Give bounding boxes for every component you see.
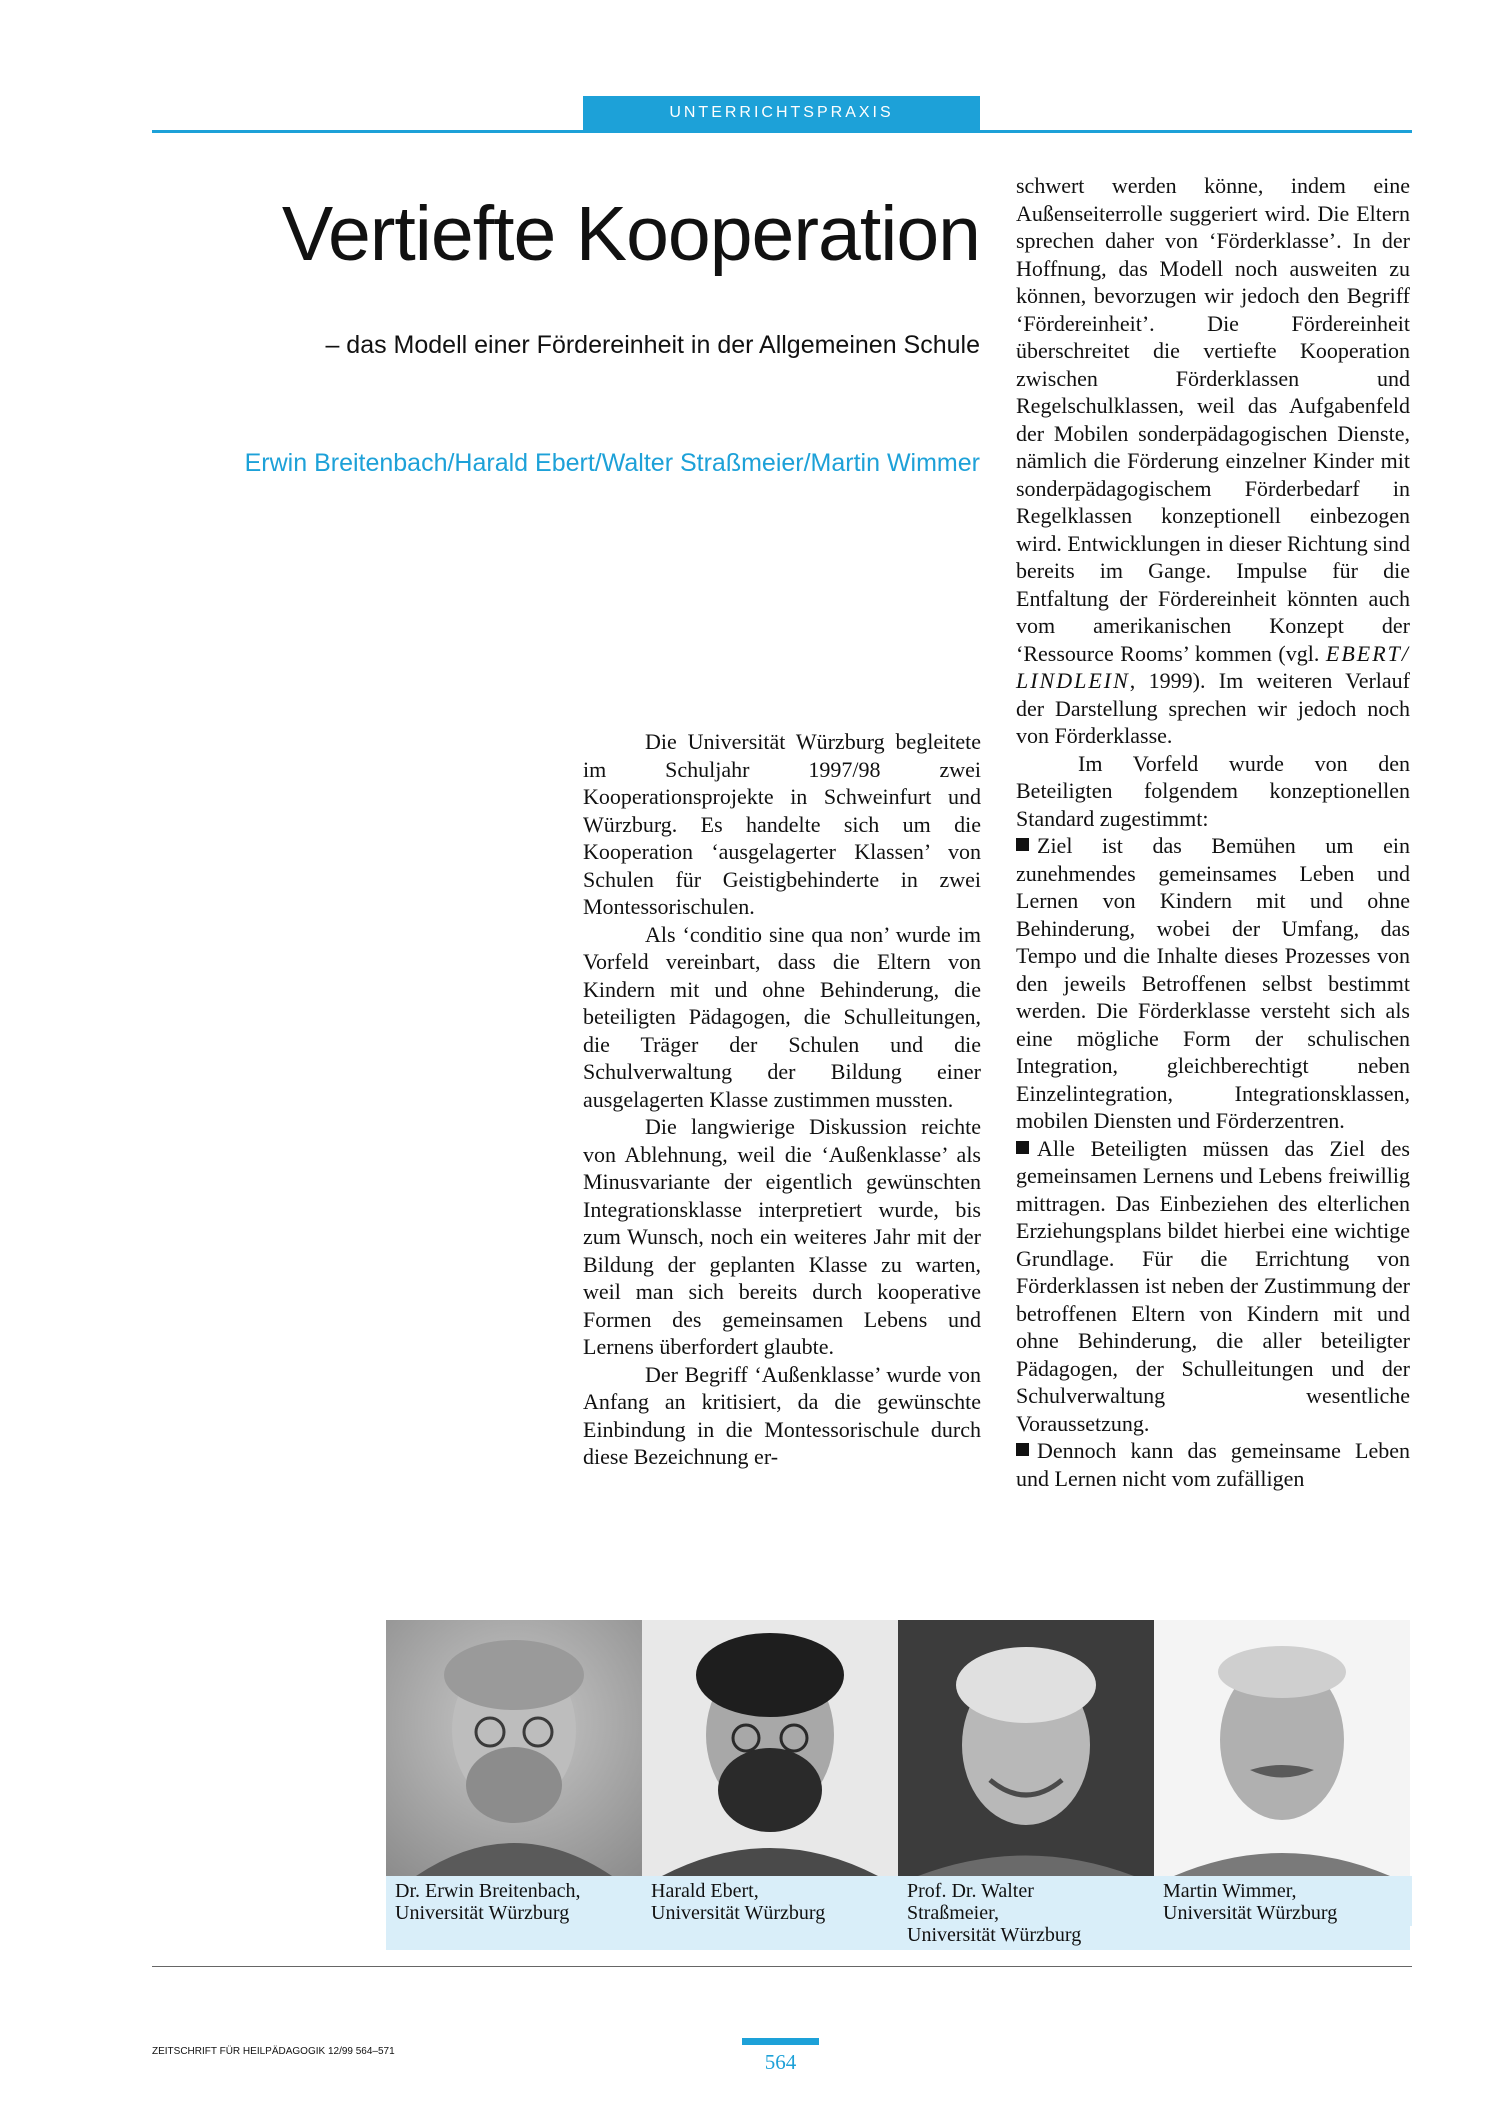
bullet-text: Dennoch kann das gemeinsame Leben und Lernen nicht vom zufälligen: [1016, 1438, 1410, 1491]
paragraph: Als ‘conditio sine qua non’ wurde im Vorfeld vereinbart, dass die Eltern von Kindern mit und ohne Behinderung, die beteiligten Pädagogen, die Schulleitungen, die Träger der Schulen und die Schulverwaltung der Bildung einer ausgelagerten Klasse zustimmen mussten.: [583, 921, 981, 1112]
header-rule: [152, 130, 1412, 133]
portrait-caption: [898, 1876, 1154, 1950]
portrait-photo-icon: [898, 1620, 1154, 1876]
caption-line: Dr. Erwin Breitenbach,: [395, 1880, 581, 1902]
body-column-1: [583, 728, 981, 1471]
paragraph: Die Universität Würzburg begleitete im Schuljahr 1997/98 zwei Kooperationsprojekte in Schweinfurt und Würzburg. Es handelte sich um die Kooperation ‘ausgelagerter Klassen’ von Schulen für Geistigbehinderte in zwei Montessorischulen.: [583, 729, 981, 919]
bullet-square-icon: [1016, 838, 1029, 851]
bullet-item: [1016, 1135, 1410, 1438]
portrait-photo-icon: [642, 1620, 898, 1876]
paragraph: Die langwierige Diskussion reichte von Ablehnung, weil die ‘Außenklasse’ als Minusvariante der eigentlich gewünschten Integrationsklasse interpretiert wurde, bis zum Wunsch, noch ein weiteres Jahr mit der Bildung der geplanten Klasse zu warten, weil man sich bereits durch kooperative Formen des gemeinsamen Lebens und Lernens überfordert glaubte.: [583, 1114, 981, 1359]
article-title: Vertiefte Kooperation: [281, 191, 980, 277]
reference-authors: EBERT/ LINDLEIN: [1016, 640, 1410, 693]
caption-line: Prof. Dr. Walter: [907, 1880, 1034, 1902]
paragraph: [1016, 172, 1410, 750]
bullet-square-icon: [1016, 1443, 1029, 1456]
bullet-item: [1016, 832, 1410, 1135]
caption-line: Straßmeier,: [907, 1902, 999, 1924]
bullet-square-icon: [1016, 1141, 1029, 1154]
portrait-caption: [1154, 1876, 1410, 1950]
paragraph-text: schwert werden könne, indem eine Außenseiterrolle suggeriert wird. Die Eltern sprechen daher von ‘Förderklasse’. In der Hoffnung, das Modell noch ausweiten zu können, bevorzugen wir jedoch den Begriff ‘Fördereinheit’. Die Fördereinheit überschreitet die vertiefte Kooperation zwischen Förderklassen und Regelschulklassen, weil das Aufgabenfeld der Mobilen sonderpädagogischen Dienste, nämlich die Förderung einzelner Kinder mit sonderpädagogischem Förderbedarf in Regelklassen konzeptionell einbezogen wird. Entwicklungen in dieser Richtung sind bereits im Gange. Impulse für die Entfaltung der Fördereinheit könnten auch vom amerikanischen Konzept der ‘Ressource Rooms’ kommen (vgl.: [1016, 173, 1410, 666]
caption-line: Martin Wimmer,: [1163, 1880, 1297, 1902]
article-subtitle: – das Modell einer Fördereinheit in der Allgemeinen Schule: [325, 331, 980, 359]
paragraph: Der Begriff ‘Außenklasse’ wurde von Anfang an kritisiert, da die gewünschte Einbindung in die Montessorischule durch diese Bezeichnung er-: [583, 1361, 981, 1469]
portrait-photo-strassmeier: [898, 1620, 1154, 1876]
page-number-tab: [742, 2038, 819, 2045]
page-number: 564: [764, 2050, 797, 2074]
portrait-photo-wimmer: [1154, 1620, 1410, 1876]
author-portraits: [386, 1620, 1412, 1876]
portrait-photo-icon: [386, 1620, 642, 1876]
bullet-text: Ziel ist das Bemühen um ein zunehmendes gemeinsames Leben und Lernen von Kindern mit und ohne Behinderung, wobei der Umfang, das Tempo und die Inhalte dieses Prozesses von den jeweils Betroffenen selbst bestimmt werden. Die Förderklasse versteht sich als eine mögliche Form der schulischen Integration, gleichberechtigt neben Einzelintegration, Integrationsklassen, mobilen Diensten und Förderzentren.: [1016, 833, 1410, 1133]
portrait-caption: [642, 1876, 898, 1950]
caption-line: Harald Ebert,: [651, 1880, 759, 1902]
footer-rule: [152, 1966, 1412, 1967]
portrait-photo-breitenbach: [386, 1620, 642, 1876]
paragraph-text: , 1999). Im weiteren Verlauf der Darstellung sprechen wir jedoch noch von Förderklasse.: [1016, 668, 1410, 748]
bullet-item: [1016, 1437, 1410, 1492]
journal-reference: ZEITSCHRIFT FÜR HEILPÄDAGOGIK 12/99 564–571: [152, 2046, 395, 2057]
article-authors: Erwin Breitenbach/Harald Ebert/Walter Straßmeier/Martin Wimmer: [244, 449, 980, 477]
caption-line: Universität Würzburg: [907, 1924, 1082, 1946]
portrait-caption: [386, 1876, 642, 1950]
paragraph: Im Vorfeld wurde von den Beteiligten folgendem konzeptionellen Standard zugestimmt:: [1016, 750, 1410, 831]
section-label: UNTERRICHTSPRAXIS: [583, 96, 980, 130]
portrait-captions: [386, 1876, 1412, 1950]
portrait-photo-ebert: [642, 1620, 898, 1876]
bullet-text: Alle Beteiligten müssen das Ziel des gemeinsamen Lernens und Lebens freiwillig mittragen. Das Einbeziehen des elterlichen Erziehungsplans bildet hierbei eine wichtige Grundlage. Für die Errichtung von Förderklassen ist neben der Zustimmung der betroffenen Eltern von Kindern mit und ohne Behinderung, die aller beteiligter Pädagogen, der Schulleitungen und der Schulverwaltung wesentliche Voraussetzung.: [1016, 1135, 1410, 1436]
portrait-photo-icon: [1154, 1620, 1410, 1876]
caption-line: Universität Würzburg: [395, 1902, 570, 1924]
caption-line: Universität Würzburg: [1163, 1902, 1338, 1924]
body-column-2: [1016, 172, 1410, 1492]
caption-line: Universität Würzburg: [651, 1902, 826, 1924]
